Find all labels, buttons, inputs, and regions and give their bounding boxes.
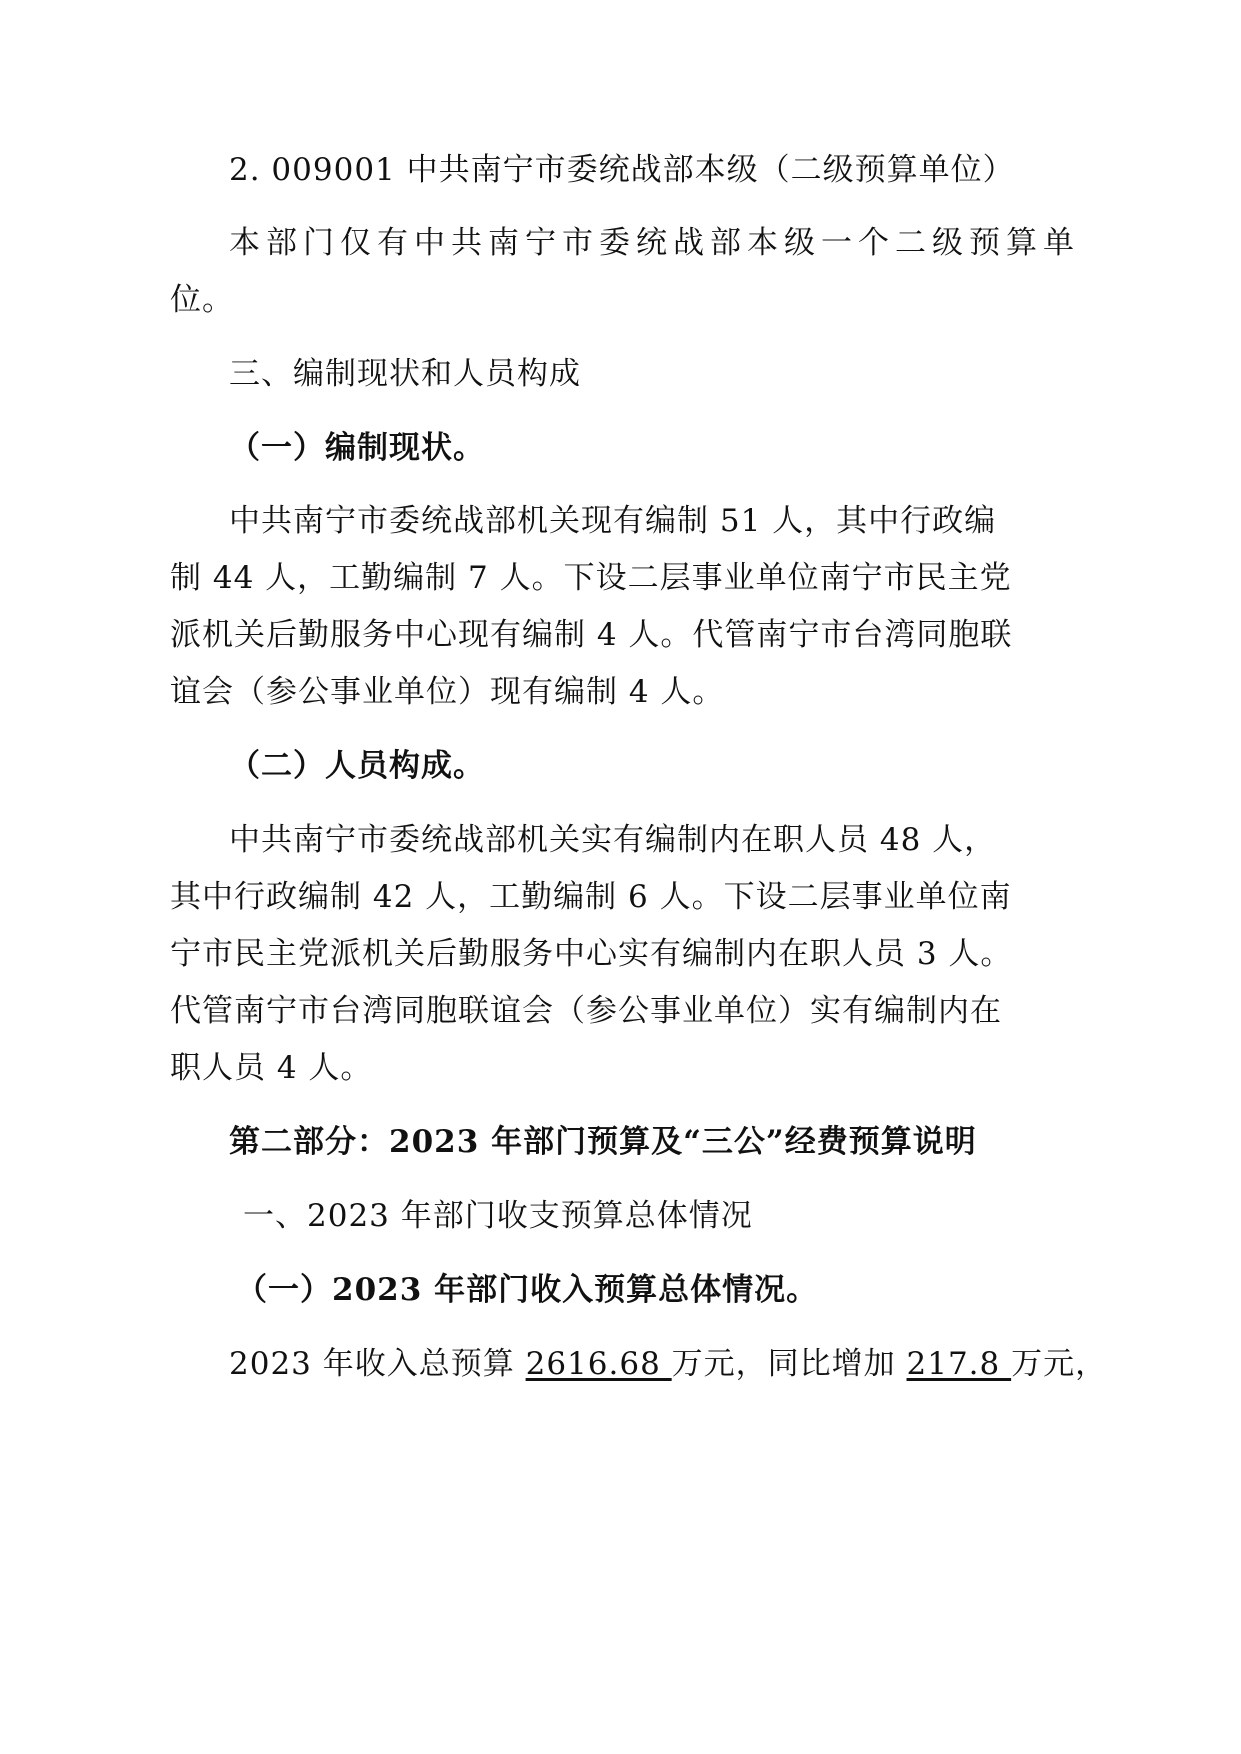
sub-2-title: （二）人员构成。 — [229, 748, 485, 784]
sub-1-para-line-3: 派机关后勤服务中心现有编制 4 人。代管南宁市台湾同胞联 — [170, 617, 1013, 653]
income-line — [229, 1344, 1107, 1384]
income-suffix: 万元， — [1011, 1346, 1108, 1382]
unit-desc-line-2: 位。 — [170, 282, 234, 318]
sub-2-para-line-2: 其中行政编制 42 人，工勤编制 6 人。下设二层事业单位南 — [170, 879, 1012, 915]
sub-1-para-line-1: 中共南宁市委统战部机关现有编制 51 人，其中行政编 — [229, 503, 997, 539]
sub-1-para-line-4: 谊会（参公事业单位）现有编制 4 人。 — [170, 674, 725, 710]
unit-desc-line-1: 本部门仅有中共南宁市委统战部本级一个二级预算单 — [229, 225, 1080, 261]
part-2-title: 第二部分：2023 年部门预算及“三公”经费预算说明 — [229, 1124, 977, 1160]
sub-2-para-line-1: 中共南宁市委统战部机关实有编制内在职人员 48 人， — [229, 822, 997, 858]
income-mid: 万元，同比增加 — [671, 1346, 907, 1382]
section-3-title: 三、编制现状和人员构成 — [229, 356, 581, 392]
part-2-section-1-title: 一、2023 年部门收支预算总体情况 — [243, 1198, 753, 1234]
income-prefix: 2023 年收入总预算 — [229, 1346, 526, 1382]
income-total: 2616.68 — [525, 1346, 672, 1382]
part-2-sub-1-title: （一）2023 年部门收入预算总体情况。 — [236, 1272, 819, 1308]
sub-1-title: （一）编制现状。 — [229, 430, 485, 466]
sub-2-para-line-3: 宁市民主党派机关后勤服务中心实有编制内在职人员 3 人。 — [170, 936, 1013, 972]
sub-2-para-line-5: 职人员 4 人。 — [170, 1050, 373, 1086]
sub-1-para-line-2: 制 44 人，工勤编制 7 人。下设二层事业单位南宁市民主党 — [170, 560, 1012, 596]
unit-heading: 2. 009001 中共南宁市委统战部本级（二级预算单位） — [229, 152, 1015, 188]
income-increase: 217.8 — [906, 1346, 1012, 1382]
sub-2-para-line-4: 代管南宁市台湾同胞联谊会（参公事业单位）实有编制内在 — [170, 993, 1002, 1029]
